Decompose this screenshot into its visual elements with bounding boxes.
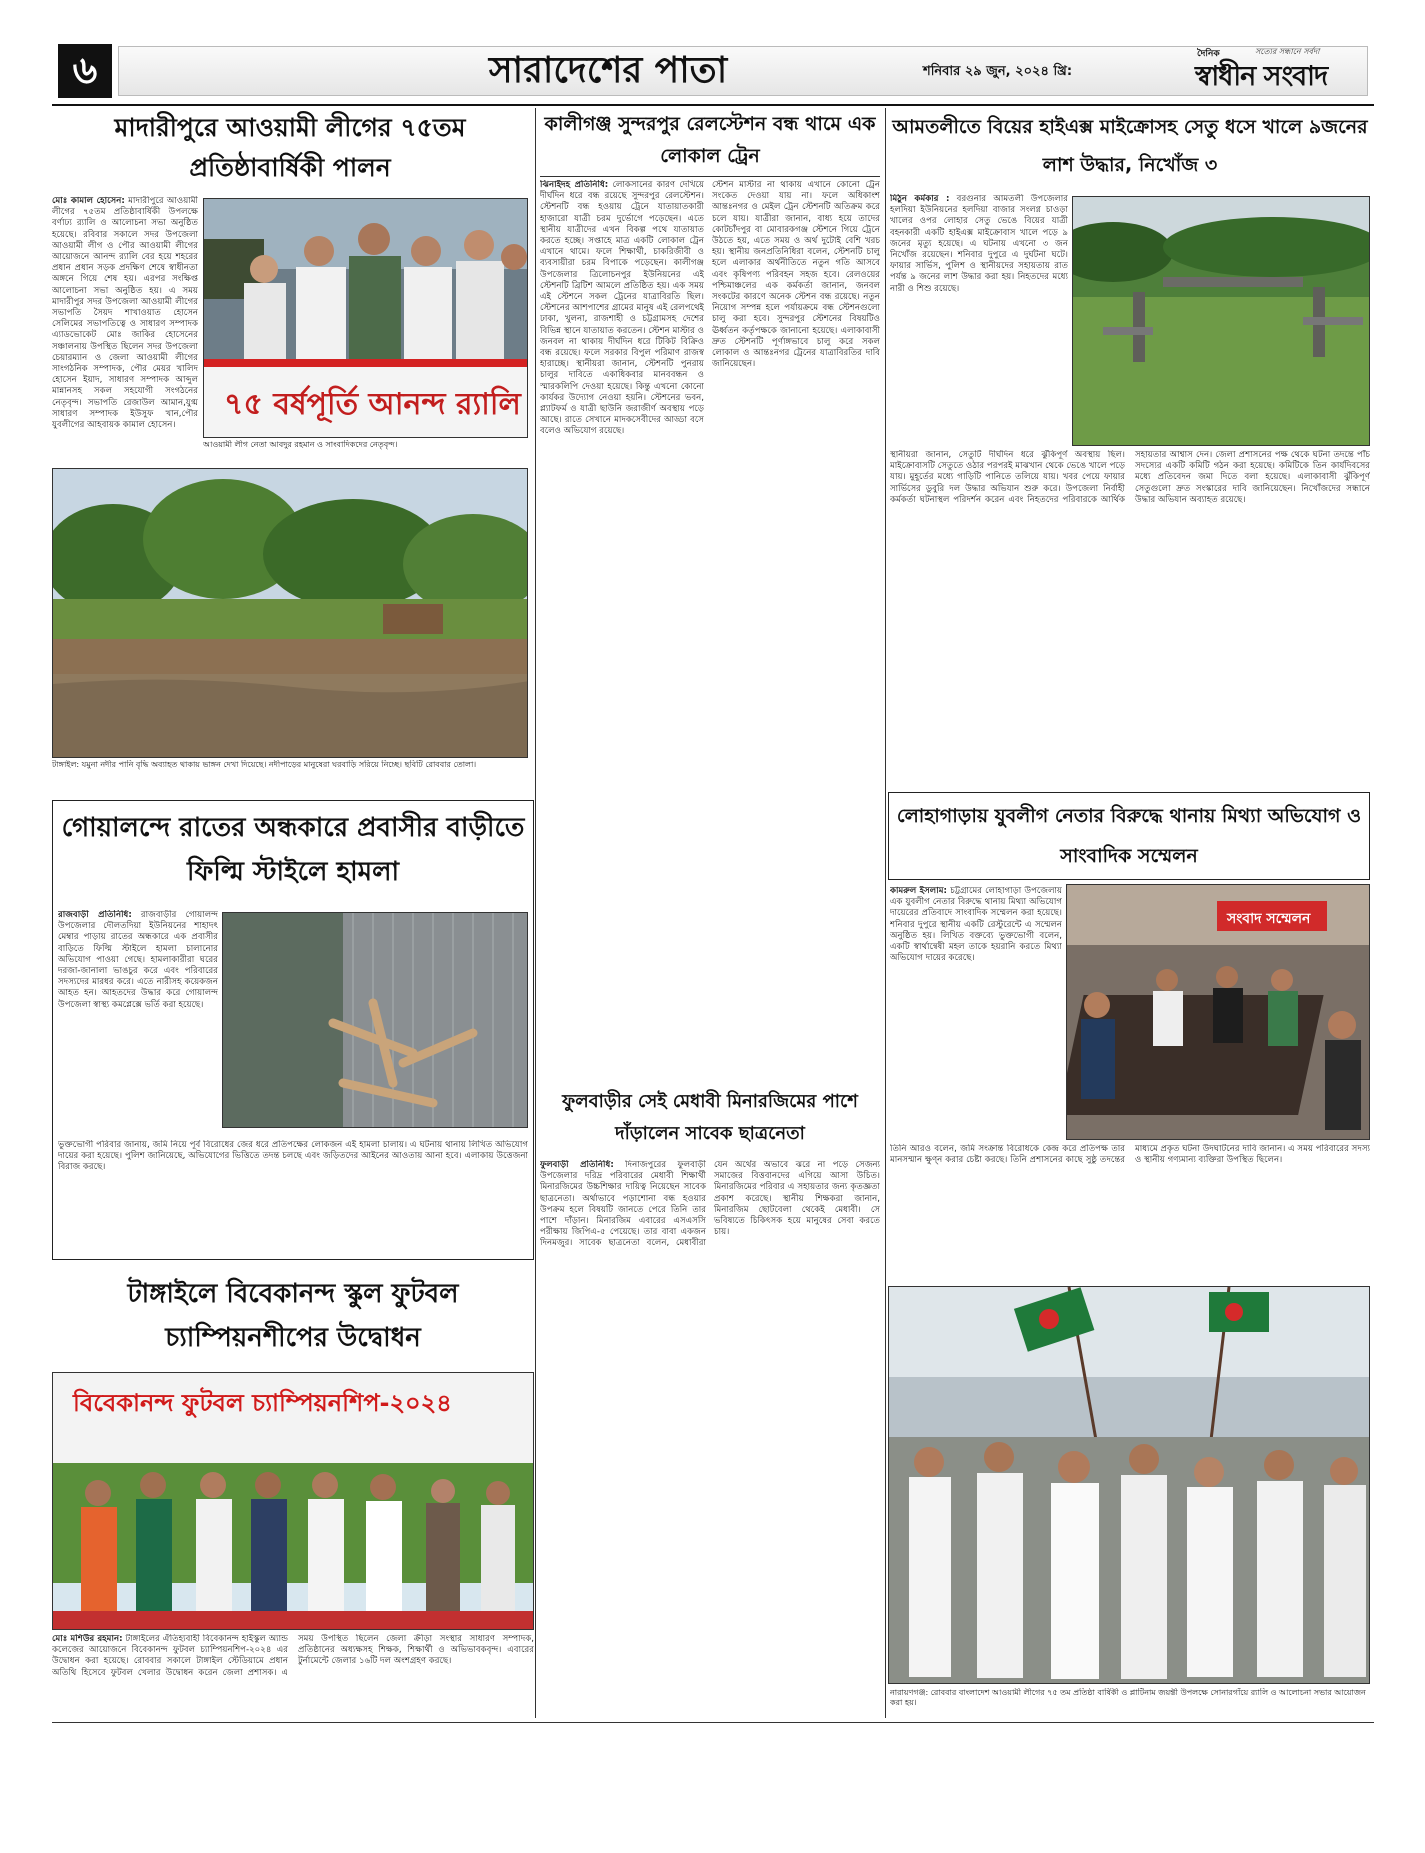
bridge-photo-art <box>1073 197 1370 446</box>
text-amtali-1: বরগুনার আমতলী উপজেলার হলদিয়া ইউনিয়নের হলদিয়া বাজার সংলগ্ন চাওড়া খালের ওপর লোহার সেতু ভেঙে বিয়ের যাত্রী বহনকারী একটি হাইএক্স মাইক্রোবাস খালে পড়ে ৯ জনের মৃত্যু হয়েছে। এ ঘটনায় এখনো ৩ জন নিখোঁজ রয়েছেন। শনিবার দুপুরে এ দুর্ঘটনা ঘটে। ফায়ার সার্ভিস, পুলিশ ও স্থানীয়দের সহায়তায় রাত পর্যন্ত ৯ জনের লাশ উদ্ধার করা হয়। নিহতদের মধ্যে নারী ও শিশু রয়েছে। <box>890 194 1068 294</box>
body-fulbari <box>540 1160 880 1716</box>
photo-sonargaon-rally <box>888 1286 1370 1684</box>
paper-tagline: সত্যের সন্ধানে সর্বদা <box>1255 47 1320 56</box>
byline-amtali: মিঠুন কর্মকার : <box>890 194 950 204</box>
page-number: ৬ <box>58 44 112 98</box>
byline-kaliganj: ঝিনাইদহ প্রতিনিধি: <box>540 180 609 190</box>
rule-kaliganj <box>540 176 880 177</box>
masthead <box>58 44 1370 100</box>
byline-madaripur: মোঃ কামাল হোসেন: <box>52 196 125 206</box>
photo-goalanda-damage <box>222 912 528 1128</box>
body-goalanda-col1 <box>58 910 218 1138</box>
body-kaliganj-col2: স্টেশন মাস্টার না থাকায় এখানে কোনো ট্রেন সংকেত দেওয়া যায় না। ফলে অধিকাংশ আন্তঃনগর ও মেইল ট্রেন স্টেশনটি অতিক্রম করে চলে যায়। যাত্রীরা জানান, বাধ্য হয়ে তাদের কোটচাঁদপুর বা মোবারকগঞ্জ স্টেশনে গিয়ে ট্রেনে উঠতে হয়, এতে সময় ও অর্থ দুটোই বেশি খরচ হয়। স্থানীয় জনপ্রতিনিধিরা বলেন, স্টেশনটি চালু হলে এলাকার অর্থনীতিতে নতুন গতি আসবে এবং কৃষিপণ্য পরিবহন সহজ হবে। রেলওয়ের পশ্চিমাঞ্চলের এক কর্মকর্তা জানান, জনবল সংকটের কারণে অনেক স্টেশন বন্ধ রয়েছে। নতুন নিয়োগ সম্পন্ন হলে পর্যায়ক্রমে বন্ধ স্টেশনগুলো চালু করা হবে। সুন্দরপুর স্টেশনের বিষয়টিও ঊর্ধ্বতন কর্তৃপক্ষকে জানানো হয়েছে। এলাকাবাসী দ্রুত স্টেশনটি পূর্ণাঙ্গভাবে চালু করে সকল লোকাল ও আন্তঃনগর ট্রেনের যাত্রাবিরতির দাবি জানিয়েছেন। <box>712 180 880 370</box>
photo-river-erosion <box>52 468 528 758</box>
byline-tangail-football: মোঃ মশিউর রহমান: <box>52 1634 123 1644</box>
body-tangail-football <box>52 1634 534 1714</box>
body-lohagara-col1 <box>890 886 1062 1138</box>
football-banner-text: বিবেকানন্দ ফুটবল চ্যাম্পিয়নশিপ-২০২৪ <box>73 1389 452 1417</box>
photo-football-opening <box>52 1372 534 1630</box>
byline-goalanda: রাজবাড়ী প্রতিনিধি: <box>58 910 132 920</box>
press-photo-art <box>1067 885 1370 1140</box>
headline-goalanda: গোয়ালন্দে রাতের অন্ধকারে প্রবাসীর বাড়ীতে ফিল্মি স্টাইলে হামলা <box>61 813 525 887</box>
header-rule <box>52 104 1374 106</box>
paper-name: স্বাধীন সংবাদ <box>1195 61 1328 92</box>
caption-river-erosion: টাঙ্গাইল: যমুনা নদীর পানি বৃদ্ধি অব্যাহত থাকায় ভাঙ্গন দেখা দিয়েছে। নদীপাড়ের মানুষেরা ঘরবাড়ি সরিয়ে নিচ্ছে। ছবিটি রোববার তোলা। <box>52 760 477 769</box>
text-madaripur: মাদারীপুরে আওয়ামী লীগের ৭৫তম প্রতিষ্ঠাবার্ষিকী উপলক্ষে বর্ণাঢ্য র‍্যালি ও আলোচনা সভা অনুষ্ঠিত হয়েছে। রবিবার সকালে সদর উপজেলা আওয়ামী লীগ ও পৌর আওয়ামী লীগের আয়োজনে আনন্দ র‍্যালি বের হয়ে শহরের প্রধান প্রধান সড়ক প্রদক্ষিণ শেষে স্বাধীনতা অঙ্গনে গিয়ে শেষ হয়। এরপর সংক্ষিপ্ত আলোচনা সভা অনুষ্ঠিত হয়। এ সময় মাদারীপুর সদর উপজেলা আওয়ামী লীগের সভাপতি সৈয়দ শাখাওয়াত হোসেন সেলিমের সভাপতিত্বে ও সাধারণ সম্পাদক এ্যাডভোকেট মোঃ জাকির হোসেনের সঞ্চালনায় উপস্থিত ছিলেন সদর উপজেলা চেয়ারম্যান ও জেলা আওয়ামী লীগের সাংগঠনিক সম্পাদক, পৌর মেয়র খালিদ হোসেন ইয়াদ, সাধারণ সম্পাদক আব্দুল মান্নানসহ সকল সহযোগী সংগঠনের নেতৃবৃন্দ। সভাপতি রেজাউল আমান,যুগ্ম সাধারণ সম্পাদক ইউসুফ খান,পৌর যুবলীগের আহবায়ক কামাল হোসেন। <box>52 196 198 431</box>
text-tangail-football: টাঙ্গাইলের ঐতিহ্যবাহী বিবেকানন্দ হাইস্কুল অ্যান্ড কলেজের আয়োজনে বিবেকানন্দ ফুটবল চ্যাম্পিয়নশিপ-২০২৪ এর উদ্বোধন করা হয়েছে। রোববার সকালে টাঙ্গাইল স্টেডিয়ামে প্রধান অতিথি হিসেবে ফুটবল খেলার উদ্বোধন করেন জেলা প্রশাসক। এ সময় উপস্থিত ছিলেন জেলা ক্রীড়া সংস্থার সাধারণ সম্পাদক, প্রতিষ্ঠানের অধ্যক্ষসহ শিক্ষক, শিক্ষার্থী ও অভিভাবকবৃন্দ। এবারের টুর্নামেন্টে জেলার ১৬টি দল অংশগ্রহণ করছে। <box>52 1634 534 1678</box>
press-banner-text: সংবাদ সম্মেলন <box>1227 911 1311 927</box>
headline-kaliganj-rail: কালীগঞ্জ সুন্দরপুর রেলস্টেশন বন্ধ থামে এক লোকাল ট্রেন <box>544 113 876 167</box>
byline-lohagara: কামরুল ইসলাম: <box>890 886 947 896</box>
river-photo-art <box>53 469 528 758</box>
photo-press-conference <box>1066 884 1370 1140</box>
issue-date: শনিবার ২৯ জুন, ২০২৪ খ্রি: <box>923 64 1073 79</box>
caption-madaripur: আওয়ামী লীগ নেতা আবদুর রহমান ও সাংবাদিকদের নেতৃবৃন্দ। <box>203 440 398 449</box>
rally-photo-art <box>204 199 528 438</box>
headline-madaripur: মাদারীপুরে আওয়ামী লীগের ৭৫তম প্রতিষ্ঠাবার্ষিকী পালন <box>114 113 466 182</box>
rally-banner-text: ৭৫ বর্ষপূর্তি আনন্দ র‍্যালি <box>224 387 521 422</box>
col-divider-1 <box>535 108 536 1718</box>
headline-fulbari: ফুলবাড়ীর সেই মেধাবী মিনারজিমের পাশে দাঁড়ালেন সাবেক ছাত্রনেতা <box>562 1091 858 1144</box>
paper-prefix: দৈনিক <box>1197 49 1220 59</box>
col-divider-2 <box>885 108 886 1718</box>
text-fulbari: দিনাজপুরের ফুলবাড়ী উপজেলার দরিদ্র পরিবারের মেধাবী শিক্ষার্থী মিনারজিমের উচ্চশিক্ষার দায়িত্ব নিয়েছেন সাবেক ছাত্রনেতা। অর্থাভাবে পড়াশোনা বন্ধ হওয়ার উপক্রম হলে বিষয়টি জানতে পেরে তিনি তার পাশে দাঁড়ান। মিনারজিম এবারের এসএসসি পরীক্ষায় জিপিএ-৫ পেয়েছে। তার বাবা একজন দিনমজুর। সাবেক ছাত্রনেতা বলেন, মেধাবীরা যেন অর্থের অভাবে ঝরে না পড়ে সেজন্য সমাজের বিত্তবানদের এগিয়ে আসা উচিত। মিনারজিমের পরিবার এ সহায়তার জন্য কৃতজ্ঞতা প্রকাশ করেছে। স্থানীয় শিক্ষকরা জানান, মিনারজিম ছোটবেলা থেকেই মেধাবী। সে ভবিষ্যতে চিকিৎসক হয়ে মানুষের সেবা করতে চায়। <box>540 1160 880 1249</box>
body-madaripur <box>52 196 198 450</box>
football-photo-art <box>53 1373 534 1630</box>
body-kaliganj-col1 <box>540 180 704 1080</box>
body-amtali-col1 <box>890 194 1068 446</box>
caption-sonargaon: নারায়ণগঞ্জ: রোববার বাংলাদেশ আওয়ামী লীগের ৭৫ তম প্রতিষ্ঠা বার্ষিকী ও প্লাটিনাম জয়ন্তী উপলক্ষে সোনারগাঁয়ে র‍্যালি ও আলোচনা সভার আয়োজন করা হয়। <box>890 1688 1366 1707</box>
text-goalanda-1: রাজবাড়ীর গোয়ালন্দ উপজেলার দৌলতদিয়া ইউনিয়নের শাহাদৎ মেম্বার পাড়ায় রাতের অন্ধকারে এক প্রবাসীর বাড়িতে ফিল্মি স্টাইলে হামলা চালানোর অভিযোগ পাওয়া গেছে। হামলাকারীরা ঘরের দরজা-জানালা ভাঙচুর করে এবং পরিবারের সদস্যদের মারধর করে। এতে নারীসহ কয়েকজন আহত হন। আহতদের উদ্ধার করে গোয়ালন্দ উপজেলা স্বাস্থ্য কমপ্লেক্সে ভর্তি করা হয়েছে। <box>58 910 218 1010</box>
photo-madaripur-rally <box>203 198 528 438</box>
damage-photo-art <box>223 913 528 1128</box>
paper-logo <box>1193 44 1373 98</box>
body-amtali-col2: স্থানীয়রা জানান, সেতুটি দীর্ঘদিন ধরে ঝুঁকিপূর্ণ অবস্থায় ছিল। মাইক্রোবাসটি সেতুতে ওঠার পরপরই মাঝখান থেকে ভেঙে খালে পড়ে যায়। মুহূর্তের মধ্যে গাড়িটি পানিতে তলিয়ে যায়। খবর পেয়ে ফায়ার সার্ভিসের ডুবুরি দল উদ্ধার অভিযান শুরু করে। উপজেলা নির্বাহী কর্মকর্তা ঘটনাস্থল পরিদর্শন করেন এবং নিহতদের পরিবারকে আর্থিক সহায়তার আশ্বাস দেন। জেলা প্রশাসনের পক্ষ থেকে ঘটনা তদন্তে পাঁচ সদস্যের একটি কমিটি গঠন করা হয়েছে। কমিটিকে তিন কার্যদিবসের মধ্যে প্রতিবেদন জমা দিতে বলা হয়েছে। এলাকাবাসী ঝুঁকিপূর্ণ সেতুগুলো দ্রুত সংস্কারের দাবি জানিয়েছেন। নিখোঁজদের সন্ধানে উদ্ধার অভিযান অব্যাহত রয়েছে। <box>890 450 1370 505</box>
sonargaon-photo-art <box>889 1287 1370 1684</box>
headline-amtali: আমতলীতে বিয়ের হাইএক্স মাইক্রোসহ সেতু ধসে খালে ৯জনের লাশ উদ্ধার, নিখোঁজ ৩ <box>892 116 1368 176</box>
byline-fulbari: ফুলবাড়ী প্রতিনিধি: <box>540 1160 614 1170</box>
section-title: সারাদেশের পাতা <box>488 50 728 91</box>
text-lohagara-1: চট্টগ্রামের লোহাগাড়া উপজেলায় এক যুবলীগ নেতার বিরুদ্ধে থানায় মিথ্যা অভিযোগ দায়েরের প্রতিবাদে সাংবাদিক সম্মেলন করা হয়েছে। শনিবার দুপুরে স্থানীয় একটি রেস্টুরেন্টে এ সম্মেলন অনুষ্ঠিত হয়। লিখিত বক্তব্যে ভুক্তভোগী বলেন, একটি স্বার্থান্বেষী মহল তাকে হয়রানি করতে মিথ্যা অভিযোগ দায়ের করেছে। <box>890 886 1062 964</box>
text-kaliganj-1: লোকসানের কারণ দেখিয়ে দীর্ঘদিন ধরে বন্ধ রয়েছে সুন্দরপুর রেলস্টেশন। স্টেশনটি বন্ধ হওয়ায় ট্রেনে যাতায়াতকারী হাজারো যাত্রী চরম দুর্ভোগে পড়েছেন। এতে স্থানীয় যাত্রীদের এখন বিকল্প পথে যাতায়াত করতে হচ্ছে। সপ্তাহে মাত্র একটি লোকাল ট্রেন এখানে থামে। ফলে শিক্ষার্থী, চাকরিজীবী ও ব্যবসায়ীরা চরম বিপাকে পড়েছেন। কালীগঞ্জ উপজেলার ত্রিলোচনপুর ইউনিয়নের এই স্টেশনটি ব্রিটিশ আমলে প্রতিষ্ঠিত হয়। এক সময় এই স্টেশনে সকল ট্রেনের যাত্রাবিরতি ছিল। স্টেশনের আশপাশের গ্রামের মানুষ এই রেলপথেই ঢাকা, খুলনা, রাজশাহী ও চট্টগ্রামসহ দেশের বিভিন্ন স্থানে যাতায়াত করতেন। স্টেশন মাস্টার ও জনবল না থাকায় দীর্ঘদিন ধরে টিকিট বিক্রিও বন্ধ রয়েছে। ফলে সরকার বিপুল পরিমাণ রাজস্ব হারাচ্ছে। স্থানীয়রা জানান, স্টেশনটি পুনরায় চালুর দাবিতে একাধিকবার মানববন্ধন ও স্মারকলিপি দেওয়া হয়েছে। কিন্তু এখনো কোনো কার্যকর উদ্যোগ নেওয়া হয়নি। স্টেশনের ভবন, প্ল্যাটফর্ম ও যাত্রী ছাউনি জরাজীর্ণ অবস্থায় পড়ে আছে। রাতে সেখানে মাদকসেবীদের আড্ডা বসে বলেও অভিযোগ রয়েছে। <box>540 180 704 437</box>
photo-amtali-bridge <box>1072 196 1370 446</box>
headline-tangail-football: টাঙ্গাইলে বিবেকানন্দ স্কুল ফুটবল চ্যাম্পিয়নশীপের উদ্বোধন <box>127 1279 459 1353</box>
body-lohagara-col2: তিনি আরও বলেন, জমি সংক্রান্ত বিরোধকে কেন্দ্র করে প্রতিপক্ষ তার মানসম্মান ক্ষুণ্ন করার চেষ্টা করছে। তিনি প্রশাসনের কাছে সুষ্ঠু তদন্তের মাধ্যমে প্রকৃত ঘটনা উদঘাটনের দাবি জানান। এ সময় পরিবারের সদস্য ও স্থানীয় গণ্যমান্য ব্যক্তিরা উপস্থিত ছিলেন। <box>890 1144 1370 1166</box>
headline-lohagara: লোহাগাড়ায় যুবলীগ নেতার বিরুদ্ধে থানায় মিথ্যা অভিযোগ ও সাংবাদিক সম্মেলন <box>896 805 1362 867</box>
body-goalanda-col2: ভুক্তভোগী পরিবার জানায়, জমি নিয়ে পূর্ব বিরোধের জের ধরে প্রতিপক্ষের লোকজন এই হামলা চালায়। এ ঘটনায় থানায় লিখিত অভিযোগ দায়ের করা হয়েছে। পুলিশ জানিয়েছে, অভিযোগের ভিত্তিতে তদন্ত চলছে এবং জড়িতদের আইনের আওতায় আনা হবে। এলাকায় উত্তেজনা বিরাজ করছে। <box>58 1140 528 1173</box>
bottom-rule <box>52 1722 1374 1723</box>
